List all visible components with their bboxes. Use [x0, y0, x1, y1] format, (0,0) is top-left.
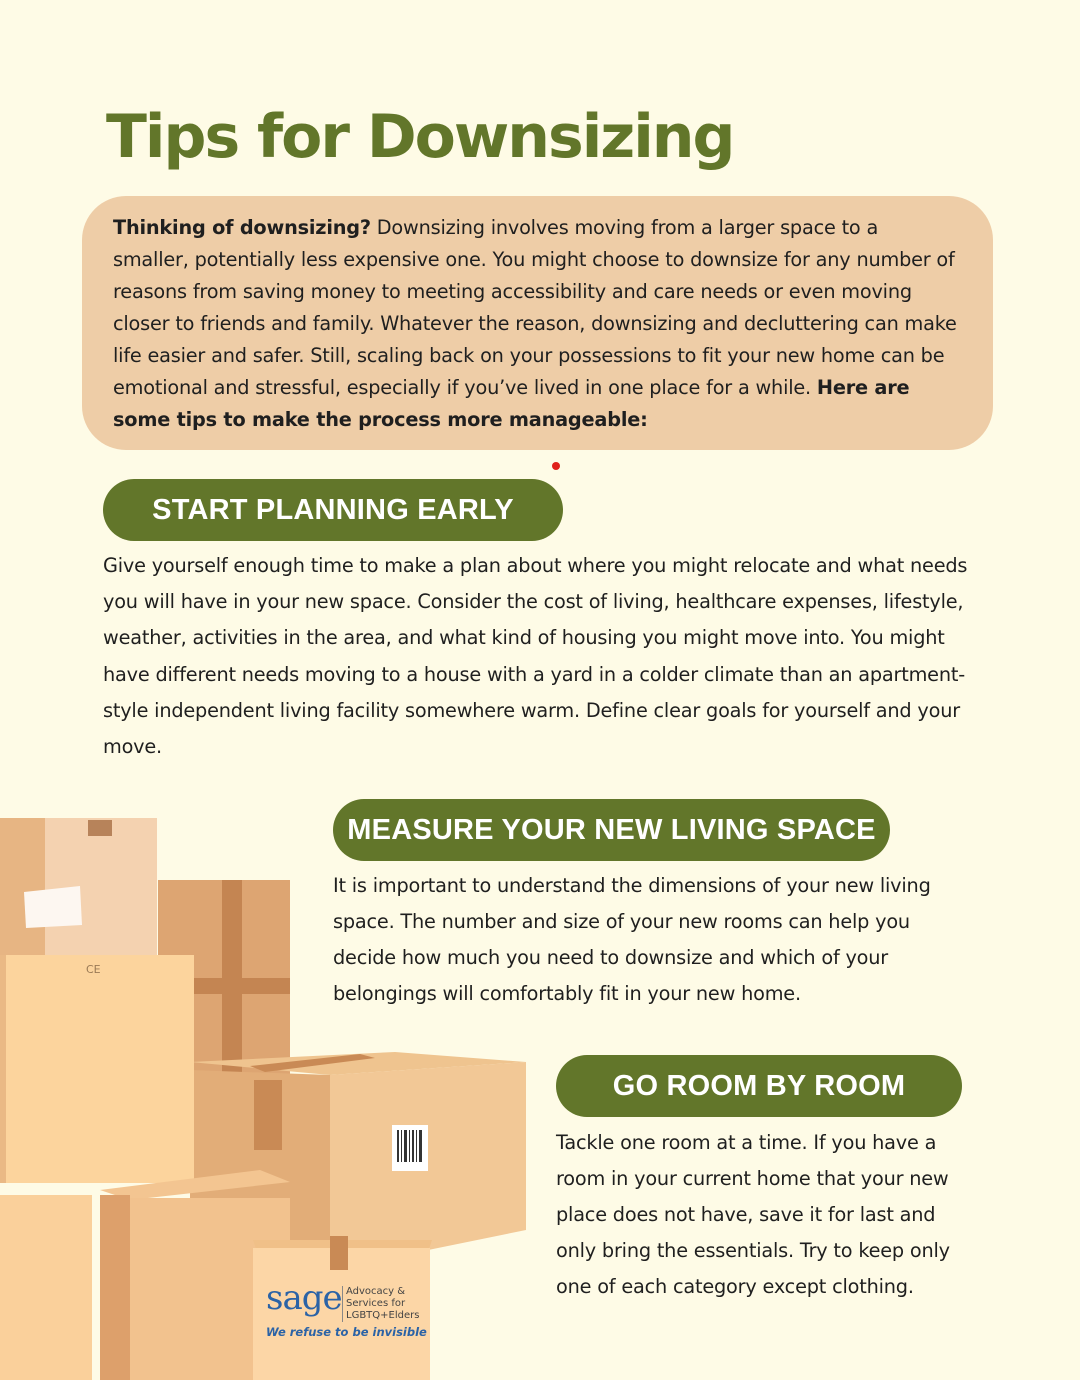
page-title: Tips for Downsizing	[106, 102, 734, 172]
box-bottom-middle-side	[100, 1195, 130, 1380]
box-bottom-left	[0, 1195, 92, 1380]
section-text-start-planning: Give yourself enough time to make a plan about where you might relocate and what needs you will have in your new space. Consider the cost of living, healthcare expenses, lifestyle, weather, activities in the area, and what kind of housing you might move into. You might have different needs moving to a house with a yard in a colder climate than an apartment-style independent living facility somewhere warm. Define clear goals for yourself and your move.	[103, 554, 968, 759]
section-heading-start-planning: START PLANNING EARLY	[103, 479, 563, 541]
red-dot-marker	[552, 462, 560, 470]
logo-wordmark: sage	[266, 1278, 342, 1318]
logo-tagline: Advocacy & Services for LGBTQ+Elders	[342, 1286, 419, 1322]
intro-body: Downsizing involves moving from a larger space to a smaller, potentially less expensive one. You might choose to downsize for any number of reasons from saving money to meeting accessibility and care needs or even moving closer to friends and family. Whatever the reason, downsizing and decluttering can make life easier and safer. Still, scaling back on your possessions to fit your new home can be emotional and stressful, especially if you’ve lived in one place for a while.	[113, 216, 957, 399]
intro-callout	[82, 196, 993, 450]
intro-closing: Here are some tips to make the process more manageable:	[113, 376, 910, 431]
section-text-room-by-room: Tackle one room at a time. If you have a room in your current home that your new place does not have, save it for last and only bring the essentials. Try to keep only one of each category except clothing.	[556, 1131, 950, 1298]
intro-lead: Thinking of downsizing?	[113, 216, 371, 239]
box-label	[24, 886, 82, 928]
box-middle-left	[0, 955, 194, 1183]
logo-motto: We refuse to be invisible	[266, 1325, 427, 1339]
sage-logo	[262, 1278, 427, 1344]
section-heading-measure: MEASURE YOUR NEW LIVING SPACE	[333, 799, 890, 861]
box-top-left-side	[0, 818, 45, 958]
section-heading-room-by-room: GO ROOM BY ROOM	[556, 1055, 962, 1117]
barcode-label	[392, 1125, 428, 1171]
box-marking-text: CE	[86, 963, 101, 976]
section-text-measure: It is important to understand the dimensions of your new living space. The number and size of your new rooms can help you decide how much you need to downsize and which of your belongings will comfortably fit in your new home.	[333, 874, 931, 1005]
